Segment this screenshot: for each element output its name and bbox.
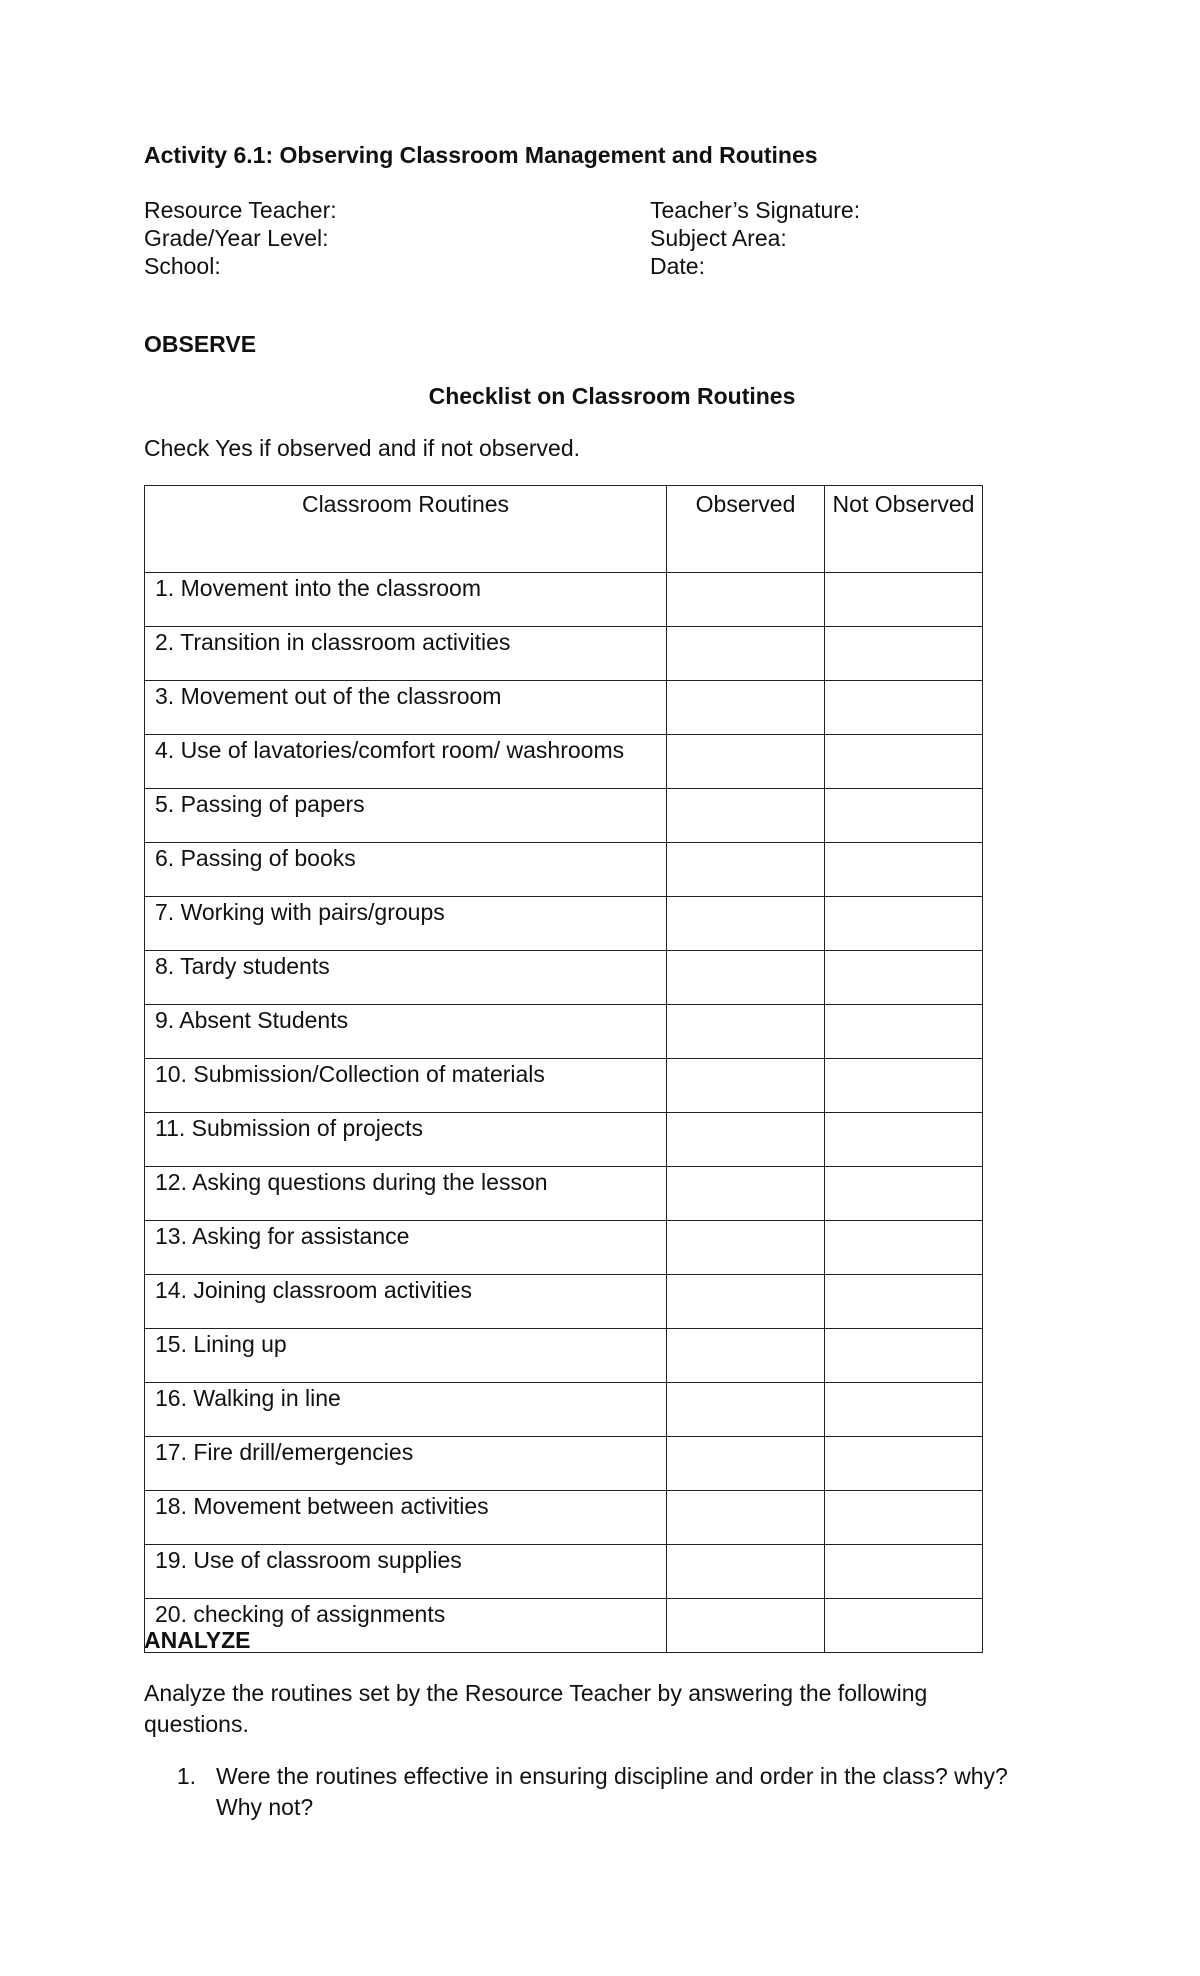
routine-cell: 9. Absent Students: [145, 1005, 667, 1059]
observed-checkbox-cell[interactable]: [667, 843, 825, 897]
observed-checkbox-cell[interactable]: [667, 735, 825, 789]
not-observed-checkbox-cell[interactable]: [825, 1221, 983, 1275]
observed-checkbox-cell[interactable]: [667, 1113, 825, 1167]
routine-cell: 19. Use of classroom supplies: [145, 1545, 667, 1599]
analyze-heading: ANALYZE: [144, 1627, 251, 1653]
routine-cell: 15. Lining up: [145, 1329, 667, 1383]
table-row: [145, 1329, 983, 1383]
table-row: [145, 1059, 983, 1113]
routine-cell: 12. Asking questions during the lesson: [145, 1167, 667, 1221]
observed-checkbox-cell[interactable]: [667, 1167, 825, 1221]
table-row: [145, 1491, 983, 1545]
not-observed-checkbox-cell[interactable]: [825, 1545, 983, 1599]
info-right-column: [650, 196, 860, 280]
grade-year-level-label: Grade/Year Level:: [144, 225, 329, 251]
not-observed-checkbox-cell[interactable]: [825, 843, 983, 897]
routine-cell: 8. Tardy students: [145, 951, 667, 1005]
not-observed-checkbox-cell[interactable]: [825, 681, 983, 735]
question-number: 1.: [176, 1763, 196, 1789]
teacher-signature-label: Teacher’s Signature:: [650, 197, 861, 223]
page-title: Activity 6.1: Observing Classroom Management and Routines: [144, 142, 818, 168]
checklist-title: Checklist on Classroom Routines: [428, 383, 796, 409]
observed-checkbox-cell[interactable]: [667, 1437, 825, 1491]
not-observed-checkbox-cell[interactable]: [825, 573, 983, 627]
routines-checklist-table: [144, 485, 983, 1653]
table-body: [145, 573, 983, 1653]
date-label: Date:: [650, 253, 705, 279]
not-observed-checkbox-cell[interactable]: [825, 1275, 983, 1329]
routine-cell: 2. Transition in classroom activities: [145, 627, 667, 681]
not-observed-checkbox-cell[interactable]: [825, 897, 983, 951]
observed-checkbox-cell[interactable]: [667, 1545, 825, 1599]
not-observed-checkbox-cell[interactable]: [825, 1113, 983, 1167]
routine-cell: 13. Asking for assistance: [145, 1221, 667, 1275]
subject-area-label: Subject Area:: [650, 225, 787, 251]
table-row: [145, 1167, 983, 1221]
not-observed-checkbox-cell[interactable]: [825, 735, 983, 789]
observed-checkbox-cell[interactable]: [667, 1005, 825, 1059]
routine-cell: 1. Movement into the classroom: [145, 573, 667, 627]
table-row: [145, 1599, 983, 1653]
table-row: [145, 1545, 983, 1599]
table-row: [145, 681, 983, 735]
question-item: [144, 1761, 1064, 1823]
routine-cell: 7. Working with pairs/groups: [145, 897, 667, 951]
observed-checkbox-cell[interactable]: [667, 627, 825, 681]
not-observed-checkbox-cell[interactable]: [825, 1599, 983, 1653]
routine-cell: 4. Use of lavatories/comfort room/ washrooms: [145, 735, 667, 789]
routine-cell: 20. checking of assignments: [145, 1599, 667, 1653]
routine-cell: 18. Movement between activities: [145, 1491, 667, 1545]
header-not-observed: Not Observed: [825, 486, 983, 573]
routine-cell: 5. Passing of papers: [145, 789, 667, 843]
table-row: [145, 1383, 983, 1437]
routine-cell: 14. Joining classroom activities: [145, 1275, 667, 1329]
analyze-instruction: Analyze the routines set by the Resource Teacher by answering the following questions.: [144, 1680, 928, 1737]
observed-checkbox-cell[interactable]: [667, 1383, 825, 1437]
routine-cell: 11. Submission of projects: [145, 1113, 667, 1167]
not-observed-checkbox-cell[interactable]: [825, 1329, 983, 1383]
table-row: [145, 1437, 983, 1491]
school-label: School:: [144, 253, 221, 279]
observed-checkbox-cell[interactable]: [667, 681, 825, 735]
not-observed-checkbox-cell[interactable]: [825, 627, 983, 681]
resource-teacher-label: Resource Teacher:: [144, 197, 337, 223]
not-observed-checkbox-cell[interactable]: [825, 1059, 983, 1113]
not-observed-checkbox-cell[interactable]: [825, 789, 983, 843]
observed-checkbox-cell[interactable]: [667, 951, 825, 1005]
instruction-text: Check Yes if observed and if not observed.: [144, 435, 581, 461]
table-row: [145, 573, 983, 627]
table-row: [145, 789, 983, 843]
table-row: [145, 843, 983, 897]
table-header-row: [145, 486, 983, 573]
routine-cell: 16. Walking in line: [145, 1383, 667, 1437]
observe-heading: OBSERVE: [144, 331, 257, 357]
not-observed-checkbox-cell[interactable]: [825, 1005, 983, 1059]
observed-checkbox-cell[interactable]: [667, 1059, 825, 1113]
not-observed-checkbox-cell[interactable]: [825, 1437, 983, 1491]
info-left-column: [144, 196, 337, 280]
routine-cell: 6. Passing of books: [145, 843, 667, 897]
table-row: [145, 1275, 983, 1329]
table-row: [145, 735, 983, 789]
observed-checkbox-cell[interactable]: [667, 1491, 825, 1545]
question-text: Were the routines effective in ensuring discipline and order in the class? why? Why not?: [216, 1763, 1008, 1820]
routine-cell: 10. Submission/Collection of materials: [145, 1059, 667, 1113]
observed-checkbox-cell[interactable]: [667, 1599, 825, 1653]
observed-checkbox-cell[interactable]: [667, 1329, 825, 1383]
table-row: [145, 627, 983, 681]
table-row: [145, 1005, 983, 1059]
not-observed-checkbox-cell[interactable]: [825, 1383, 983, 1437]
table-row: [145, 951, 983, 1005]
header-observed: Observed: [667, 486, 825, 573]
observed-checkbox-cell[interactable]: [667, 789, 825, 843]
not-observed-checkbox-cell[interactable]: [825, 1167, 983, 1221]
table-row: [145, 1221, 983, 1275]
table-row: [145, 897, 983, 951]
not-observed-checkbox-cell[interactable]: [825, 1491, 983, 1545]
routine-cell: 17. Fire drill/emergencies: [145, 1437, 667, 1491]
table-row: [145, 1113, 983, 1167]
not-observed-checkbox-cell[interactable]: [825, 951, 983, 1005]
observed-checkbox-cell[interactable]: [667, 1221, 825, 1275]
observed-checkbox-cell[interactable]: [667, 897, 825, 951]
observed-checkbox-cell[interactable]: [667, 573, 825, 627]
header-classroom-routines: Classroom Routines: [145, 486, 667, 573]
observed-checkbox-cell[interactable]: [667, 1275, 825, 1329]
routine-cell: 3. Movement out of the classroom: [145, 681, 667, 735]
